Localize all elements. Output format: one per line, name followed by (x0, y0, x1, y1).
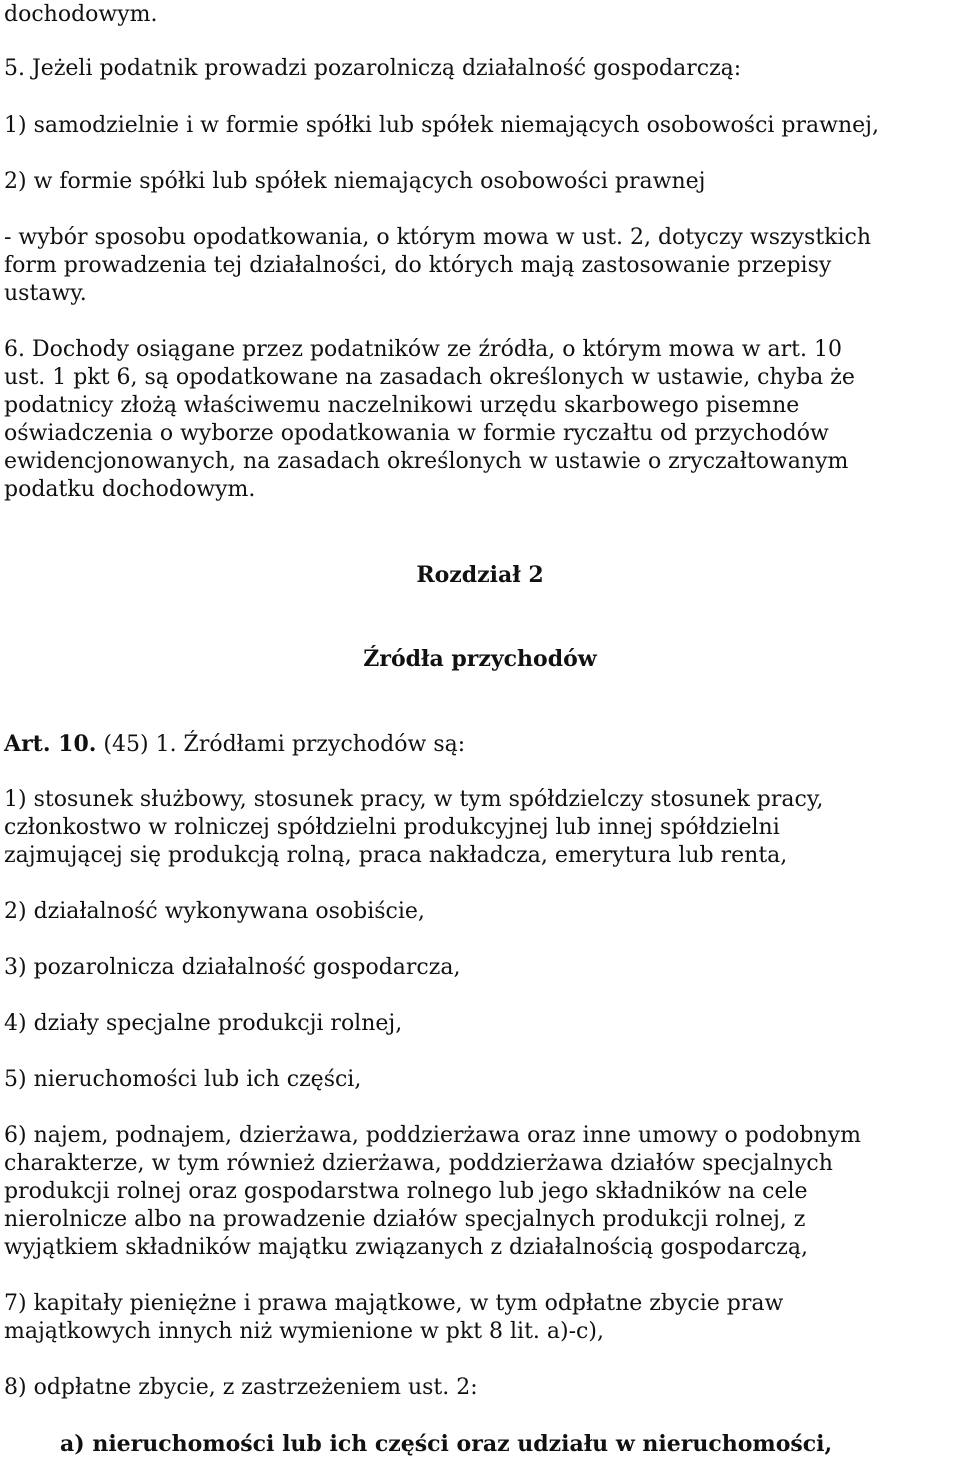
list-item-line: zajmującej się produkcją rolną, praca nakładcza, emerytura lub renta, (4, 843, 788, 868)
text-line: 6. Dochody osiągane przez podatników ze źródła, o którym mowa w art. 10 (4, 337, 842, 362)
list-item-line: 1) stosunek służbowy, stosunek pracy, w tym spółdzielczy stosunek pracy, (4, 787, 824, 812)
sub-item-line: a) nieruchomości lub ich części oraz udziału w nieruchomości, (60, 1431, 833, 1457)
text-line: 5. Jeżeli podatnik prowadzi pozarolniczą działalność gospodarczą: (4, 56, 742, 81)
article-label: Art. 10. (4, 731, 97, 757)
text-line: podatnicy złożą właściwemu naczelnikowi urzędu skarbowego pisemne (4, 393, 800, 418)
text-line: 1) samodzielnie i w formie spółki lub spółek niemających osobowości prawnej, (4, 113, 879, 138)
text-line: ust. 1 pkt 6, są opodatkowane na zasadach określonych w ustawie, chyba że (4, 365, 855, 390)
text-line: podatku dochodowym. (4, 477, 256, 502)
list-item-line: 5) nieruchomości lub ich części, (4, 1067, 362, 1092)
list-item-line: charakterze, w tym również dzierżawa, poddzierżawa działów specjalnych (4, 1151, 833, 1176)
text-line: ewidencjonowanych, na zasadach określonych w ustawie o zryczałtowanym (4, 449, 849, 474)
article-heading (4, 730, 465, 759)
list-item-line: 2) działalność wykonywana osobiście, (4, 899, 425, 924)
list-item-line: 7) kapitały pieniężne i prawa majątkowe, w tym odpłatne zbycie praw (4, 1291, 784, 1316)
article-intro: (45) 1. Źródłami przychodów są: (96, 732, 466, 757)
list-item-line: nierolnicze albo na prowadzenie działów specjalnych produkcji rolnej, z (4, 1207, 806, 1232)
list-item-line: 4) działy specjalne produkcji rolnej, (4, 1011, 403, 1036)
list-item-line: wyjątkiem składników majątku związanych z działalnością gospodarczą, (4, 1235, 808, 1260)
text-line: oświadczenia o wyborze opodatkowania w formie ryczałtu od przychodów (4, 421, 829, 446)
chapter-number: Rozdział 2 (416, 562, 544, 588)
list-item-line: produkcji rolnej oraz gospodarstwa rolnego lub jego składników na cele (4, 1179, 808, 1204)
text-line: form prowadzenia tej działalności, do których mają zastosowanie przepisy (4, 253, 832, 278)
list-item-line: 3) pozarolnicza działalność gospodarcza, (4, 955, 461, 980)
text-line: - wybór sposobu opodatkowania, o którym mowa w ust. 2, dotyczy wszystkich (4, 225, 872, 250)
list-item-line: członkostwo w rolniczej spółdzielni produkcyjnej lub innej spółdzielni (4, 815, 780, 840)
text-line: 2) w formie spółki lub spółek niemających osobowości prawnej (4, 169, 706, 194)
list-item-line: 8) odpłatne zbycie, z zastrzeżeniem ust. 2: (4, 1375, 478, 1400)
text-line: dochodowym. (4, 2, 158, 27)
list-item-line: majątkowych innych niż wymienione w pkt 8 lit. a)-c), (4, 1319, 604, 1344)
chapter-title: Źródła przychodów (363, 646, 597, 672)
list-item-line: 6) najem, podnajem, dzierżawa, poddzierżawa oraz inne umowy o podobnym (4, 1123, 861, 1148)
text-line: ustawy. (4, 281, 87, 306)
